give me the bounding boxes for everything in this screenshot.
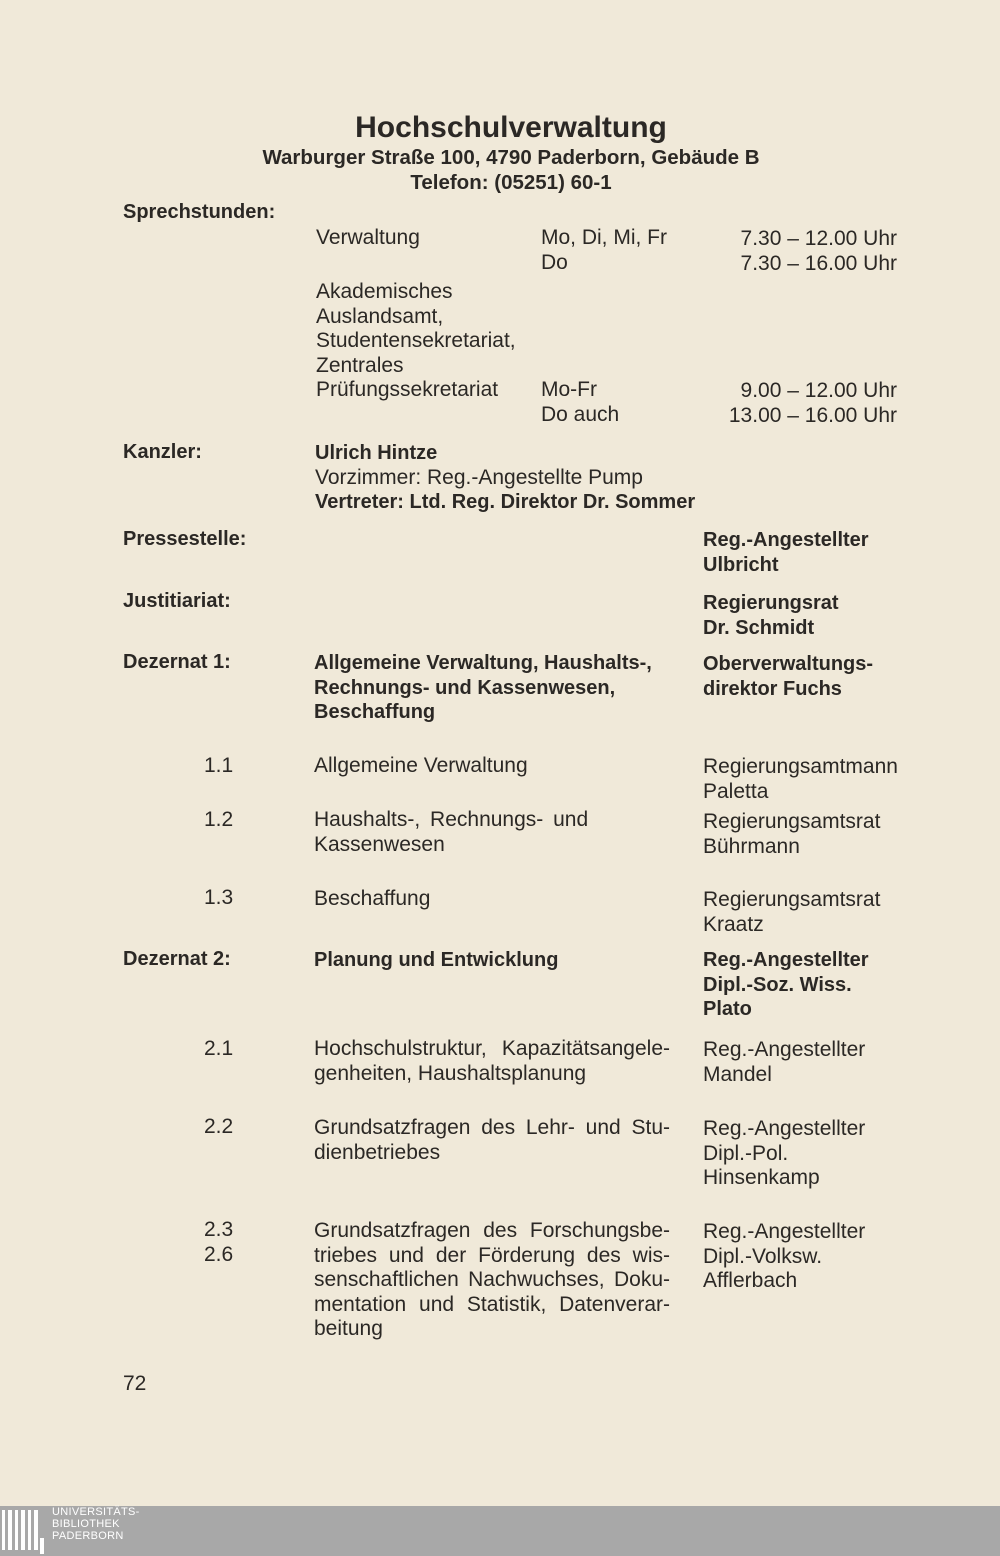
department-1-area	[314, 651, 652, 725]
head-line: direktor Fuchs	[703, 677, 842, 700]
unit-name-line: Verwaltung	[316, 226, 420, 249]
contact-line: Reg.-Angestellter	[703, 1038, 866, 1061]
unit-name-line: Auslandsamt,	[316, 304, 444, 328]
section-contact	[703, 888, 880, 937]
unit-name-line: Studentensekretariat,	[316, 329, 516, 352]
unit-name-line: Zentrales	[316, 353, 404, 377]
office-unit-administration	[316, 226, 420, 251]
contact-line: Afflerbach	[703, 1269, 798, 1292]
chancellor-label: Kanzler:	[123, 441, 202, 463]
press-office-contact	[703, 528, 869, 577]
section-numbers	[204, 1218, 233, 1267]
section-number: 1.2	[204, 808, 234, 831]
area-line: Rechnungs- und Kassenwesen,	[314, 676, 616, 699]
area-line: Hochschulstruktur, Kapazitätsangele-	[314, 1037, 670, 1060]
library-name-line: UNIVERSITÄTS-	[52, 1506, 140, 1518]
section-contact	[703, 810, 880, 859]
days-line: Do auch	[541, 402, 620, 426]
section-number: 1.3	[204, 886, 234, 909]
area-line: Planung und Entwicklung	[314, 949, 559, 971]
area-line: dienbetriebes	[314, 1140, 441, 1164]
library-name	[52, 1506, 140, 1542]
section-contact	[703, 1117, 865, 1191]
section-area	[314, 1037, 670, 1086]
office-unit-offices-days	[541, 378, 619, 427]
head-line: Plato	[703, 998, 752, 1020]
page-title: Hochschulverwaltung	[355, 111, 667, 144]
days-line: Do	[541, 250, 568, 274]
area-line: Haushalts-, Rechnungs- und	[314, 808, 589, 831]
head-line: Dipl.-Soz. Wiss.	[703, 973, 852, 996]
time-line: 13.00 – 16.00 Uhr	[728, 403, 897, 427]
section-area	[314, 887, 430, 912]
department-1-label: Dezernat 1:	[123, 651, 231, 673]
contact-line: Regierungsamtmann	[703, 755, 898, 778]
office-unit-administration-days	[541, 226, 667, 275]
area-line: Beschaffung	[314, 701, 436, 723]
contact-line: Mandel	[703, 1062, 772, 1086]
legal-office-label: Justitiariat:	[123, 590, 231, 612]
time-line: 7.30 – 16.00 Uhr	[740, 251, 897, 275]
area-line: Kassenwesen	[314, 832, 445, 856]
library-footer	[0, 1506, 1000, 1556]
library-logo-icon	[0, 1508, 46, 1554]
area-line: genheiten, Haushaltsplanung	[314, 1061, 587, 1085]
legal-office-contact	[703, 591, 839, 640]
department-2-area	[314, 948, 558, 973]
contact-line: Dr. Schmidt	[703, 616, 815, 639]
section-number: 2.6	[204, 1242, 234, 1266]
contact-line: Dipl.-Volksw.	[703, 1244, 823, 1268]
office-unit-offices-times	[680, 379, 897, 428]
office-unit-administration-times	[680, 227, 897, 276]
area-line: Allgemeine Verwaltung	[314, 754, 528, 777]
contact-line: Reg.-Angestellter	[703, 1220, 866, 1243]
office-hours-label: Sprechstunden:	[123, 201, 276, 223]
section-number: 1.1	[204, 754, 234, 777]
chancellor-details	[315, 441, 695, 515]
unit-name-line: Akademisches	[316, 280, 453, 303]
contact-line: Reg.-Angestellter	[703, 1117, 866, 1140]
contact-line: Regierungsamtsrat	[703, 888, 881, 911]
section-area	[314, 1219, 670, 1342]
contact-line: Hinsenkamp	[703, 1166, 820, 1189]
contact-line: Reg.-Angestellter	[703, 529, 869, 551]
phone-line: Telefon: (05251) 60-1	[410, 171, 612, 194]
chancellor-name: Ulrich Hintze	[315, 442, 438, 464]
page-number: 72	[123, 1372, 147, 1395]
contact-line: Bührmann	[703, 834, 800, 858]
department-2-head	[703, 948, 869, 1022]
head-line: Reg.-Angestellter	[703, 949, 869, 971]
section-area	[314, 808, 588, 857]
days-line: Mo-Fr	[541, 378, 597, 401]
section-number: 2.2	[204, 1115, 234, 1138]
time-line: 7.30 – 12.00 Uhr	[740, 227, 897, 250]
area-line: Grundsatzfragen des Forschungsbe-	[314, 1219, 670, 1242]
contact-line: Regierungsrat	[703, 592, 839, 614]
days-line: Mo, Di, Mi, Fr	[541, 226, 667, 249]
press-office-label: Pressestelle:	[123, 528, 247, 550]
section-number: 2.3	[204, 1218, 234, 1241]
department-2-label: Dezernat 2:	[123, 948, 231, 970]
time-line: 9.00 – 12.00 Uhr	[740, 379, 897, 402]
section-contact	[703, 1038, 865, 1087]
library-name-line: BIBLIOTHEK	[52, 1518, 120, 1530]
contact-line: Paletta	[703, 779, 769, 803]
area-line: Beschaffung	[314, 887, 431, 910]
section-area	[314, 754, 528, 779]
office-unit-offices	[316, 280, 516, 403]
contact-line: Dipl.-Pol.	[703, 1141, 789, 1165]
section-number: 2.1	[204, 1037, 234, 1060]
area-line: beitung	[314, 1317, 383, 1340]
department-1-head	[703, 652, 873, 701]
chancellor-anteroom: Vorzimmer: Reg.-Angestellte Pump	[315, 465, 643, 489]
contact-line: Kraatz	[703, 912, 764, 936]
unit-name-line: Prüfungssekretariat	[316, 378, 499, 401]
area-line: mentation und Statistik, Datenverar-	[314, 1292, 670, 1316]
section-contact	[703, 1220, 865, 1294]
area-line: triebes und der Förderung des wis-	[314, 1243, 670, 1267]
area-line: Allgemeine Verwaltung, Haushalts-,	[314, 652, 652, 674]
library-name-line: PADERBORN	[52, 1530, 124, 1542]
contact-line: Ulbricht	[703, 553, 779, 576]
head-line: Oberverwaltungs-	[703, 653, 874, 675]
section-area	[314, 1116, 670, 1165]
area-line: Grundsatzfragen des Lehr- und Stu-	[314, 1116, 670, 1139]
contact-line: Regierungsamtsrat	[703, 810, 881, 833]
address-line: Warburger Straße 100, 4790 Paderborn, Gebäude B	[262, 146, 760, 169]
area-line: senschaftlichen Nachwuchses, Doku-	[314, 1268, 670, 1291]
chancellor-deputy: Vertreter: Ltd. Reg. Direktor Dr. Sommer	[315, 491, 696, 513]
section-contact	[703, 755, 898, 804]
